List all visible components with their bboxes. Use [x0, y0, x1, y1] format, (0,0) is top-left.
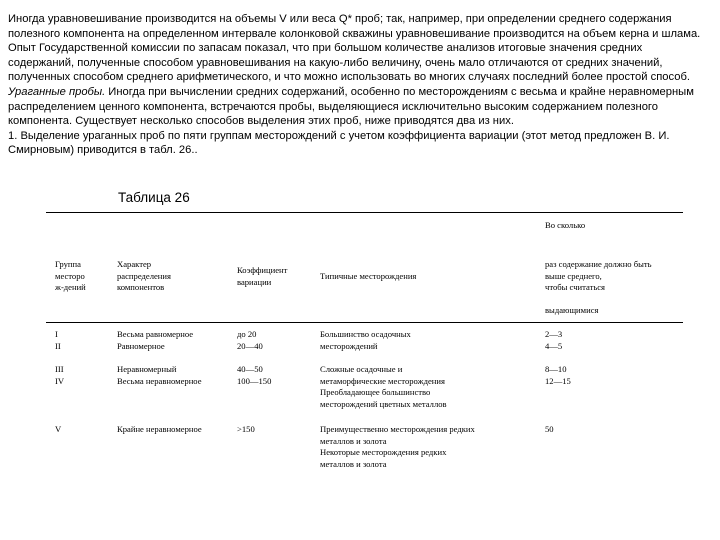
row1-group: I II — [55, 329, 61, 351]
header-distribution-character: Характер распределения компонентов — [117, 259, 171, 292]
row3-typical: Преимущественно месторождения редких металлов и золота Некоторые месторождения редких металлов и золота — [320, 424, 475, 469]
row2-character: Неравномерный Весьма неравномерное — [117, 364, 202, 386]
paragraph-method-one: 1. Выделение ураганных проб по пяти группам месторождений с учетом коэффициента вариации (этот метод предложен В. И. Смирновым) приводится в табл. 26.. — [8, 129, 670, 157]
header-how-many-times: Во сколько — [545, 220, 586, 230]
row3-character: Крайне неравномерное — [117, 424, 202, 434]
header-typical-deposits: Типичные месторождения — [320, 271, 417, 281]
header-group: Группа месторо ж-дений — [55, 259, 86, 292]
table-top-rule — [46, 212, 683, 213]
row2-coefficient: 40—50 100—150 — [237, 364, 272, 386]
table-caption: Таблица 26 — [118, 190, 190, 205]
row2-ratio: 8—10 12—15 — [545, 364, 571, 386]
row1-ratio: 2—3 4—5 — [545, 329, 563, 351]
hurricane-samples-term: Ураганные пробы. — [8, 85, 106, 98]
header-bottom-rule — [46, 322, 683, 323]
header-variation-coefficient: Коэффициент вариации — [237, 265, 288, 287]
row1-typical: Большинство осадочных месторождений — [320, 329, 411, 351]
header-outstanding: выдающимися — [545, 305, 599, 315]
header-ratio-above-mean: раз содержание должно быть выше среднего, чтобы считаться — [545, 259, 652, 292]
row1-coefficient: до 20 20—40 — [237, 329, 263, 351]
row3-coefficient: >150 — [237, 424, 255, 434]
paragraph-volume-weighting: Иногда уравновешивание производится на объемы V или веса Q* проб; так, например, при определении среднего содержания полезного компонента на определенном интервале колонковой скважины уравновешивание производится на объем керна и шлама. — [8, 13, 701, 40]
row2-group: III IV — [55, 364, 65, 386]
row1-character: Весьма равномерное Равномерное — [117, 329, 194, 351]
row2-typical: Сложные осадочные и метаморфические месторождения Преобладающее большинство месторождений цветных металлов — [320, 364, 447, 409]
hurricane-samples-text: Иногда при вычислении средних содержаний, особенно по месторождениям с весьма и крайне неравномерным распределением ценного компонента, встречаются пробы, выделяющиеся исключительно высоким содержанием полезного компонента. Существует несколько способов выделения этих проб, ниже приводятся два из них. — [8, 85, 694, 128]
row3-group: V — [55, 424, 62, 434]
paragraph-commission-experience: Опыт Государственной комиссии по запасам показал, что при большом количестве анализов итоговые значения средних содержаний, полученные способом уравновешивания на какую-либо величину, очень мало отличаются от средних значений, полученных способом среднего арифметического, и что можно использовать во многих случаях последний более простой способ. — [8, 42, 690, 84]
row3-ratio: 50 — [545, 424, 554, 434]
